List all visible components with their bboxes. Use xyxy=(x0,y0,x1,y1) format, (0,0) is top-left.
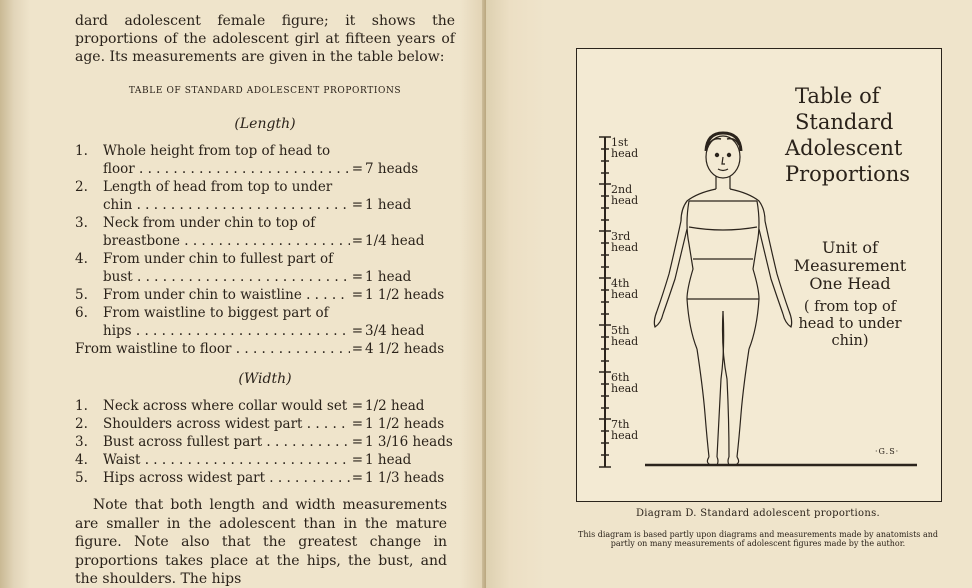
row-description: Whole height from top of head to xyxy=(103,143,331,159)
row-value: 1/4 head xyxy=(365,233,425,249)
table-row-continued: bust . . . = 1 head xyxy=(75,268,455,286)
intro-paragraph: dard adolescent female figure; it shows the proportions of the adolescent girl at fifteen years of age. Its measurements are given in the table below: xyxy=(75,13,455,65)
row-number: 4. xyxy=(75,251,88,267)
head-label-4: 4th head xyxy=(611,277,639,301)
table-row xyxy=(75,142,455,160)
table-row-continued: floor . . . = 7 heads xyxy=(75,160,455,178)
row-description: chin . . . xyxy=(103,196,350,214)
row-number: 2. xyxy=(75,416,88,432)
diagram-title: Table of Standard Adolescent Proportions xyxy=(785,84,911,186)
length-table xyxy=(75,142,455,358)
row-description: From waistline to floor . . . xyxy=(75,340,350,358)
row-description: Waist . . . xyxy=(103,451,350,469)
note-paragraph: Note that both length and width measurements are smaller in the adolescent than in the mature figure. Note also that the greatest change in proportions takes place at the hips, the bust, and the shoulders. The hips xyxy=(75,497,447,587)
table-row: 5. Hips across widest part . . . = 1 1/3 heads xyxy=(75,469,455,487)
row-value: 1 head xyxy=(365,269,412,285)
row-description: Length of head from top to under xyxy=(103,179,333,195)
diagram-caption: Diagram D. Standard adolescent proportions. xyxy=(635,508,881,519)
unit-of-measurement: Unit of Measurement One Head ( from top of head to under chin) xyxy=(793,238,907,349)
row-description: floor . . . xyxy=(103,160,350,178)
figure-outline xyxy=(654,133,791,465)
row-value: 1 head xyxy=(365,452,412,468)
table-row: 5. From under chin to waistline . . . = 1 1/2 heads xyxy=(75,286,455,304)
row-value: 1 3/16 heads xyxy=(365,434,453,450)
row-number: 1. xyxy=(75,143,88,159)
row-description: breastbone . . . xyxy=(103,232,350,250)
row-number: 3. xyxy=(75,215,88,231)
row-description: bust . . . xyxy=(103,268,350,286)
table-title: TABLE OF STANDARD ADOLESCENT PROPORTIONS xyxy=(128,86,402,96)
row-description: From under chin to waistline . . . xyxy=(103,286,350,304)
right-page xyxy=(486,0,972,588)
length-heading: (Length) xyxy=(234,116,296,132)
head-label-3: 3rd head xyxy=(611,230,639,254)
row-number: 1. xyxy=(75,398,88,414)
head-label-2: 2nd head xyxy=(611,183,639,207)
table-row: 1. Neck across where collar would set = 1/2 head xyxy=(75,397,455,415)
table-row: 4. Waist . . . = 1 head xyxy=(75,451,455,469)
head-label-6: 6th head xyxy=(611,371,639,395)
row-value: 4 1/2 heads xyxy=(365,341,445,357)
row-value: 1 1/2 heads xyxy=(365,416,445,432)
row-value: 1/2 head xyxy=(365,398,425,414)
row-description: From under chin to fullest part of xyxy=(103,251,334,267)
table-row xyxy=(75,250,455,268)
row-description: Bust across fullest part . . . xyxy=(103,433,350,451)
row-description: Neck from under chin to top of xyxy=(103,215,316,231)
row-number: 4. xyxy=(75,452,88,468)
row-description: Neck across where collar would set xyxy=(103,398,348,414)
row-description: Shoulders across widest part . . . xyxy=(103,415,350,433)
head-label-1: 1st head xyxy=(611,136,639,160)
width-heading: (Width) xyxy=(238,371,292,387)
table-row-continued: hips . . . = 3/4 head xyxy=(75,322,455,340)
row-description: hips . . . xyxy=(103,322,350,340)
row-value: 1 1/3 heads xyxy=(365,470,445,486)
row-value: 1 1/2 heads xyxy=(365,287,445,303)
table-row-continued: chin . . . = 1 head xyxy=(75,196,455,214)
table-row-continued: breastbone . . . = 1/4 head xyxy=(75,232,455,250)
diagram-frame xyxy=(576,48,942,502)
table-row xyxy=(75,214,455,232)
row-value: 7 heads xyxy=(365,161,419,177)
row-description: Hips across widest part . . . xyxy=(103,469,350,487)
row-number: 5. xyxy=(75,287,88,303)
table-row xyxy=(75,304,455,322)
row-number: 3. xyxy=(75,434,88,450)
row-value: 1 head xyxy=(365,197,412,213)
table-row: 3. Bust across fullest part . . . = 1 3/16 heads xyxy=(75,433,455,451)
row-description: From waistline to biggest part of xyxy=(103,305,329,321)
table-row: 2. Shoulders across widest part . . . = 1 1/2 heads xyxy=(75,415,455,433)
row-value: 3/4 head xyxy=(365,323,425,339)
row-number: 6. xyxy=(75,305,88,321)
table-row xyxy=(75,178,455,196)
row-number: 2. xyxy=(75,179,88,195)
width-table xyxy=(75,397,455,487)
table-row: From waistline to floor . . . = 4 1/2 heads xyxy=(75,340,455,358)
head-label-7: 7th head xyxy=(611,418,639,442)
head-label-5: 5th head xyxy=(611,324,639,348)
row-number: 5. xyxy=(75,470,88,486)
artist-signature: ·G.S· xyxy=(875,447,900,456)
diagram-credit: This diagram is based partly upon diagrams and measurements made by anatomists and partly on many measurements of adolescent figures made by the author. xyxy=(578,530,938,548)
